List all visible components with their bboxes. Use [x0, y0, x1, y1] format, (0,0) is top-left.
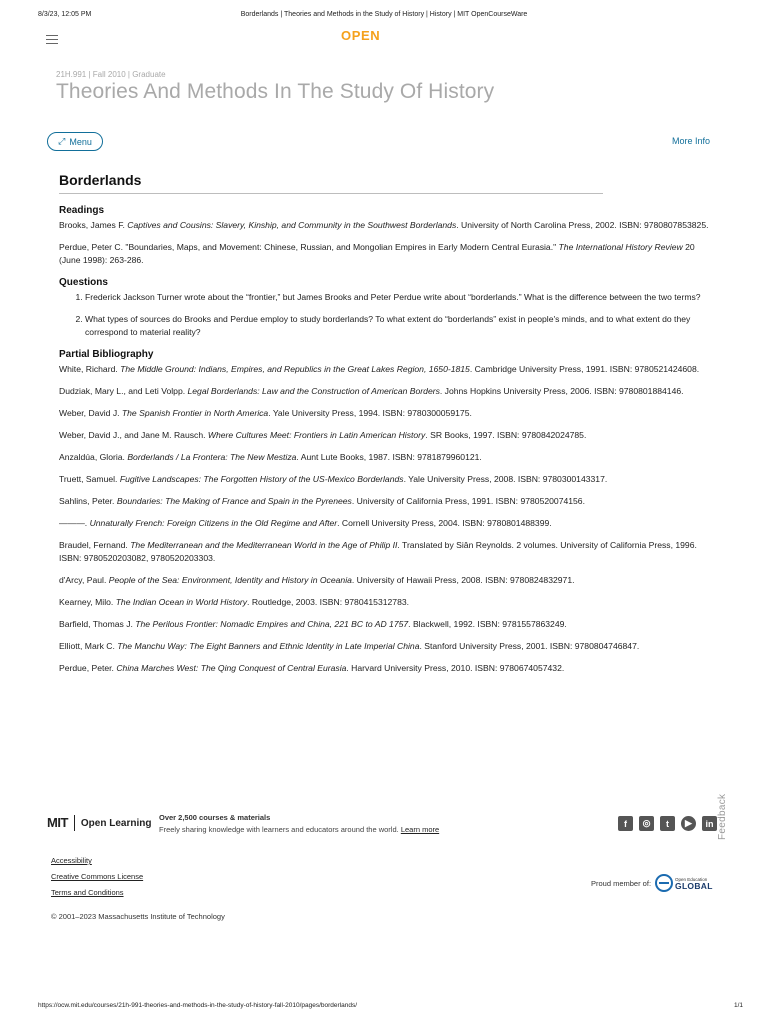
open-learning-text: Open Learning: [80, 817, 152, 829]
tagline-title: Over 2,500 courses & materials: [159, 813, 271, 822]
print-url: https://ocw.mit.edu/courses/21h-991-theories-and-methods-in-the-study-of-history-fall-2010/pages/borderlands/: [38, 1002, 358, 1009]
citation-details: . Yale University Press, 1994. ISBN: 9780300059175.: [268, 408, 472, 418]
footer-tagline: [159, 812, 439, 836]
citation-title: Borderlands / La Frontera: The New Mestiza: [127, 452, 297, 462]
mit-open-learning-logo[interactable]: [47, 815, 151, 831]
course-meta: 21H.991 | Fall 2010 | Graduate: [56, 70, 166, 79]
heading-divider: [59, 193, 603, 194]
copyright: © 2001–2023 Massachusetts Institute of Technology: [51, 912, 225, 921]
social-links: [618, 816, 717, 831]
citation-author: Brooks, James F.: [59, 220, 128, 230]
bibliography-item: [59, 495, 714, 508]
citation-author: Perdue, Peter C. "Boundaries, Maps, and Movement: Chinese, Russian, and Mongolian Empires in Early Modern Central Eurasia.": [59, 242, 559, 252]
page-title: Borderlands: [59, 172, 142, 188]
citation-title: The Manchu Way: The Eight Banners and Ethnic Identity in Late Imperial China: [117, 641, 420, 651]
hamburger-icon[interactable]: [46, 35, 58, 44]
citation-details: . Blackwell, 1992. ISBN: 9781557863249.: [408, 619, 567, 629]
question-item: 1. Frederick Jackson Turner wrote about the “frontier,” but James Brooks and Peter Perdue write about “borderlands.” What is the difference between the two terms?: [85, 291, 714, 304]
course-title[interactable]: Theories And Methods In The Study Of History: [56, 80, 495, 103]
tagline-body: Freely sharing knowledge with learners and educators around the world.: [159, 825, 401, 834]
citation-author: Weber, David J., and Jane M. Rausch.: [59, 430, 208, 440]
bibliography-item: [59, 574, 714, 587]
citation-author: Weber, David J.: [59, 408, 122, 418]
citation-title: Fugitive Landscapes: The Forgotten History of the US-Mexico Borderlands: [119, 474, 404, 484]
citation-title: Boundaries: The Making of France and Spain in the Pyrenees: [116, 496, 352, 506]
citation-author: Barfield, Thomas J.: [59, 619, 136, 629]
bibliography-item: [59, 473, 714, 486]
oeg-big-text: GLOBAL: [675, 881, 713, 891]
footer-links: [51, 853, 143, 901]
citation-details: . Cambridge University Press, 1991. ISBN: 9780521424608.: [469, 364, 700, 374]
bibliography-item: [59, 451, 714, 464]
proud-member: [591, 874, 713, 892]
feedback-tab[interactable]: Feedback: [717, 793, 728, 840]
citation-author: Braudel, Fernand.: [59, 540, 131, 550]
bibliography-item: [59, 385, 714, 398]
question-item: 2. What types of sources do Brooks and Perdue employ to study borderlands? To what extent do “borderlands” exist in people's minds, and to what extent do they correspond to material reality?: [85, 313, 714, 339]
main-content: [59, 204, 714, 684]
citation-details: . Aunt Lute Books, 1987. ISBN: 9781879960121.: [296, 452, 482, 462]
print-date: 8/3/23, 12:05 PM: [38, 11, 92, 18]
bibliography-item: [59, 662, 714, 675]
citation-author: Elliott, Mark C.: [59, 641, 118, 651]
open-education-global-logo[interactable]: [655, 874, 713, 892]
citation-details: . SR Books, 1997. ISBN: 9780842024785.: [425, 430, 587, 440]
questions-heading: Questions: [59, 277, 108, 288]
print-title: Borderlands | Theories and Methods in the Study of History | History | MIT OpenCourseWare: [240, 11, 528, 18]
ocw-logo[interactable]: OPEN: [341, 28, 381, 43]
footer-link-accessibility[interactable]: Accessibility: [51, 856, 92, 865]
citation-details: . Johns Hopkins University Press, 2006. ISBN: 9780801884146.: [439, 386, 684, 396]
citation-details: . Harvard University Press, 2010. ISBN: 9780674057432.: [346, 663, 565, 673]
citation-details: . Cornell University Press, 2004. ISBN: 9780801488399.: [337, 518, 552, 528]
citation-title: The International History Review: [558, 242, 683, 252]
citation-title: People of the Sea: Environment, Identity and History in Oceania: [108, 575, 352, 585]
citation-title: Captives and Cousins: Slavery, Kinship, and Community in the Southwest Borderlands: [127, 220, 457, 230]
citation-author: Anzaldúa, Gloria.: [59, 452, 128, 462]
citation-title: The Middle Ground: Indians, Empires, and Republics in the Great Lakes Region, 1650-1815: [120, 364, 470, 374]
citation-author: Kearney, Milo.: [59, 597, 116, 607]
citation-author: Perdue, Peter.: [59, 663, 117, 673]
footer-link-terms-and-conditions[interactable]: Terms and Conditions: [51, 888, 124, 897]
twitter-icon[interactable]: t: [660, 816, 675, 831]
mit-mark: MIT: [47, 815, 75, 831]
citation-details: . Translated by Siân Reynolds. 2 volumes. University of California Press, 1996. ISBN: 9780520203082, 9780520203303.: [59, 540, 697, 563]
bibliography-item: [59, 429, 714, 442]
bibliography-item: [59, 596, 714, 609]
oeg-small-text: Open Education: [675, 877, 708, 882]
print-page-number: 1/1: [734, 1002, 744, 1009]
proud-member-label: Proud member of:: [591, 878, 652, 888]
citation-title: Unnaturally French: Foreign Citizens in the Old Regime and After: [89, 518, 338, 528]
bibliography-item: [59, 618, 714, 631]
footer-link-creative-commons-license[interactable]: Creative Commons License: [51, 872, 144, 881]
learn-more-link[interactable]: Learn more: [400, 825, 440, 834]
menu-button-label: Menu: [69, 136, 92, 147]
citation-title: Legal Borderlands: Law and the Construction of American Borders: [187, 386, 440, 396]
linkedin-icon[interactable]: in: [702, 816, 717, 831]
readings-heading: Readings: [59, 205, 105, 216]
citation-details: . University of Hawaii Press, 2008. ISBN: 9780824832971.: [351, 575, 575, 585]
more-info-link[interactable]: More Info: [672, 136, 711, 146]
citation-author: Dudziak, Mary L., and Leti Volpp.: [59, 386, 188, 396]
bibliography-item: [59, 539, 714, 565]
reading-item: [59, 241, 714, 267]
citation-details: . University of North Carolina Press, 2002. ISBN: 9780807853825.: [456, 220, 709, 230]
citation-details: . Routledge, 2003. ISBN: 9780415312783.: [247, 597, 410, 607]
reading-item: [59, 219, 714, 232]
citation-title: The Spanish Frontier in North America: [121, 408, 269, 418]
citation-details: 20 (June 1998): 263-286.: [59, 242, 695, 265]
citation-author: ———.: [59, 518, 90, 528]
citation-title: The Mediterranean and the Mediterranean World in the Age of Philip II: [130, 540, 398, 550]
menu-button[interactable]: [47, 132, 103, 151]
print-header: [0, 11, 768, 23]
citation-details: . Stanford University Press, 2001. ISBN: 9780804746847.: [419, 641, 640, 651]
globe-icon: [655, 874, 673, 892]
facebook-icon[interactable]: f: [618, 816, 633, 831]
bibliography-item: [59, 363, 714, 376]
citation-title: The Indian Ocean in World History: [115, 597, 248, 607]
instagram-icon[interactable]: ◎: [639, 816, 654, 831]
bibliography-item: [59, 407, 714, 420]
tagline-text: [159, 824, 439, 836]
bibliography-list: [59, 363, 714, 675]
citation-author: Truett, Samuel.: [59, 474, 120, 484]
citation-author: d'Arcy, Paul.: [59, 575, 109, 585]
citation-title: The Perilous Frontier: Nomadic Empires and China, 221 BC to AD 1757: [135, 619, 409, 629]
bibliography-heading: Partial Bibliography: [59, 349, 154, 360]
citation-author: Sahlins, Peter.: [59, 496, 117, 506]
youtube-icon[interactable]: ▶: [681, 816, 696, 831]
expand-arrows-icon: ⤢: [58, 136, 66, 146]
citation-details: . University of California Press, 1991. ISBN: 9780520074156.: [351, 496, 585, 506]
questions-list: [59, 291, 714, 339]
bibliography-item: [59, 517, 714, 530]
readings-list: [59, 219, 714, 267]
citation-title: China Marches West: The Qing Conquest of Central Eurasia: [116, 663, 347, 673]
bibliography-item: [59, 640, 714, 653]
citation-title: Where Cultures Meet: Frontiers in Latin American History: [207, 430, 426, 440]
citation-author: White, Richard.: [59, 364, 121, 374]
citation-details: . Yale University Press, 2008. ISBN: 9780300143317.: [403, 474, 608, 484]
